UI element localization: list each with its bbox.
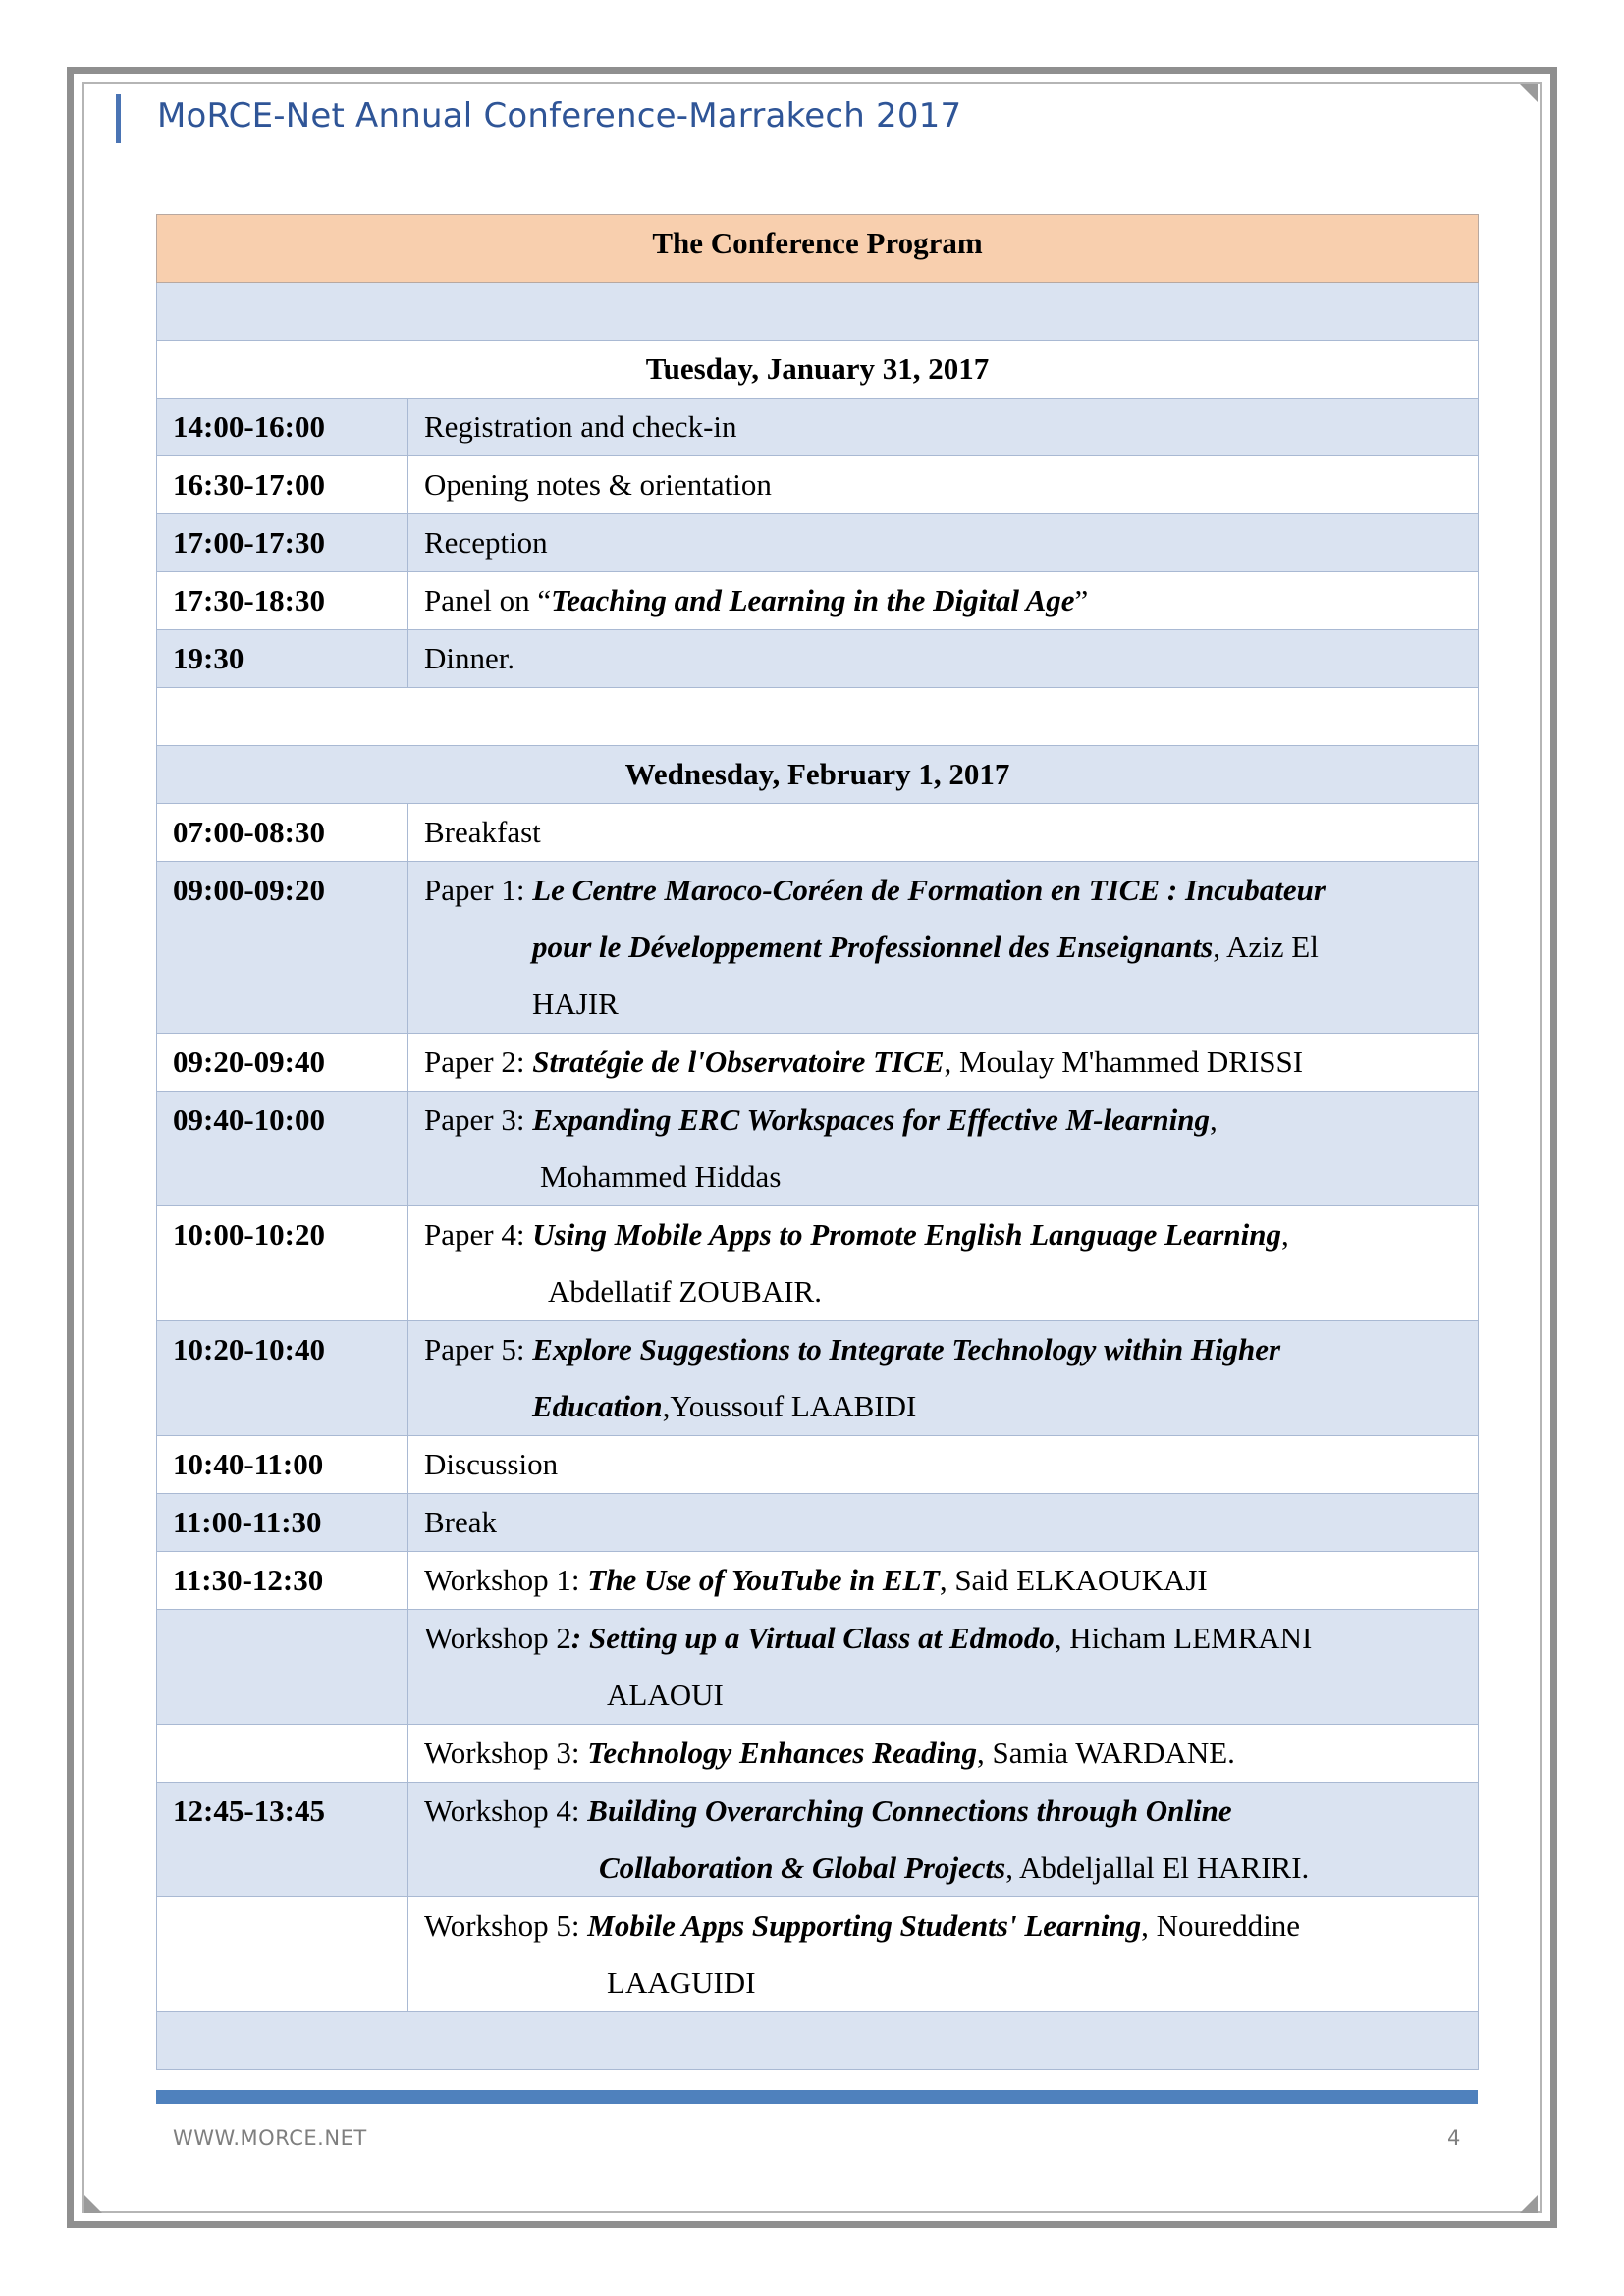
author: ,Youssouf LAABIDI <box>662 1389 917 1423</box>
desc-cell: Opening notes & orientation <box>408 456 1479 514</box>
desc-cell <box>408 1552 1479 1610</box>
table-row <box>157 630 1479 688</box>
program-title: The Conference Program <box>157 215 1479 283</box>
time-cell: 11:00-11:30 <box>157 1494 408 1552</box>
presenter: , Said ELKAOUKAJI <box>939 1563 1208 1597</box>
table-row <box>157 1552 1479 1610</box>
presenter: , Abdeljallal El HARIRI. <box>1005 1850 1310 1885</box>
desc-cell: Dinner. <box>408 630 1479 688</box>
desc-cell <box>408 1321 1479 1436</box>
paper-title: Explore Suggestions to Integrate Technology within Higher <box>532 1332 1281 1366</box>
table-row <box>157 1206 1479 1321</box>
presenter: , Samia WARDANE. <box>977 1735 1235 1770</box>
author: Mohammed Hiddas <box>540 1159 782 1194</box>
workshop-title: : Setting up a Virtual Class at Edmodo <box>570 1621 1055 1655</box>
frame-corner-top-right <box>1520 84 1538 102</box>
spacer-row <box>157 688 1479 746</box>
table-row <box>157 514 1479 572</box>
desc-prefix: Workshop 1: <box>424 1563 588 1597</box>
spacer-row <box>157 2012 1479 2070</box>
time-cell <box>157 1610 408 1725</box>
desc-prefix: Paper 4: <box>424 1217 533 1252</box>
table-row <box>157 1783 1479 1897</box>
time-cell: 09:20-09:40 <box>157 1034 408 1092</box>
frame-corner-bottom-left <box>84 2195 102 2213</box>
workshop-title: Mobile Apps Supporting Students' Learning <box>587 1908 1142 1943</box>
desc-cell: Registration and check-in <box>408 399 1479 456</box>
paper-title: Expanding ERC Workspaces for Effective M-learning <box>532 1102 1210 1137</box>
day-heading: Tuesday, January 31, 2017 <box>157 341 1479 399</box>
bottom-rule <box>156 2090 1478 2104</box>
time-cell: 19:30 <box>157 630 408 688</box>
time-cell: 14:00-16:00 <box>157 399 408 456</box>
time-cell: 16:30-17:00 <box>157 456 408 514</box>
day-heading: Wednesday, February 1, 2017 <box>157 746 1479 804</box>
table-row <box>157 399 1479 456</box>
desc-cell: Discussion <box>408 1436 1479 1494</box>
table-row <box>157 456 1479 514</box>
time-cell: 17:30-18:30 <box>157 572 408 630</box>
table-row <box>157 1494 1479 1552</box>
time-cell: 17:00-17:30 <box>157 514 408 572</box>
desc-cell: Break <box>408 1494 1479 1552</box>
desc-prefix: Paper 3: <box>424 1102 533 1137</box>
time-cell: 07:00-08:30 <box>157 804 408 862</box>
presenter: , Hicham LEMRANI <box>1054 1621 1313 1655</box>
desc-cell <box>408 572 1479 630</box>
time-cell: 12:45-13:45 <box>157 1783 408 1897</box>
desc-prefix: Panel on “ <box>424 583 552 617</box>
paper-title-continued: pour le Développement Professionnel des Enseignants <box>532 930 1214 964</box>
time-cell <box>157 1725 408 1783</box>
paper-title: Using Mobile Apps to Promote English Language Learning <box>532 1217 1281 1252</box>
presenter: , Noureddine <box>1141 1908 1301 1943</box>
presenter-continued: LAAGUIDI <box>607 1965 756 2000</box>
desc-prefix: Paper 2: <box>424 1044 533 1079</box>
desc-suffix: ” <box>1074 583 1089 617</box>
table-row <box>157 862 1479 1034</box>
table-row <box>157 1092 1479 1206</box>
spacer-row <box>157 283 1479 341</box>
author: , Moulay M'hammed DRISSI <box>944 1044 1304 1079</box>
table-row <box>157 572 1479 630</box>
paper-title: Le Centre Maroco-Coréen de Formation en TICE : Incubateur <box>532 873 1326 907</box>
time-cell: 10:40-11:00 <box>157 1436 408 1494</box>
desc-suffix: , <box>1210 1102 1218 1137</box>
footer-url: WWW.MORCE.NET <box>173 2126 367 2150</box>
desc-prefix: Paper 5: <box>424 1332 533 1366</box>
desc-prefix: Workshop 2 <box>424 1621 571 1655</box>
table-row <box>157 1897 1479 2012</box>
session-title: Teaching and Learning in the Digital Age <box>551 583 1075 617</box>
desc-cell: Reception <box>408 514 1479 572</box>
desc-prefix: Paper 1: <box>424 873 533 907</box>
table-row <box>157 1725 1479 1783</box>
table-row <box>157 804 1479 862</box>
time-cell: 09:40-10:00 <box>157 1092 408 1206</box>
workshop-title: Technology Enhances Reading <box>587 1735 978 1770</box>
time-cell: 10:00-10:20 <box>157 1206 408 1321</box>
desc-cell <box>408 862 1479 1034</box>
presenter-continued: ALAOUI <box>607 1678 724 1712</box>
workshop-title: The Use of YouTube in ELT <box>587 1563 940 1597</box>
table-row <box>157 1610 1479 1725</box>
time-cell: 10:20-10:40 <box>157 1321 408 1436</box>
time-cell: 09:00-09:20 <box>157 862 408 1034</box>
desc-cell <box>408 1034 1479 1092</box>
workshop-title-continued: Collaboration & Global Projects <box>599 1850 1006 1885</box>
time-cell: 11:30-12:30 <box>157 1552 408 1610</box>
time-cell <box>157 1897 408 2012</box>
table-row <box>157 1034 1479 1092</box>
page-number: 4 <box>1447 2126 1461 2150</box>
desc-cell <box>408 1610 1479 1725</box>
author: , Aziz El <box>1213 930 1319 964</box>
paper-title-continued: Education <box>532 1389 663 1423</box>
paper-title: Stratégie de l'Observatoire TICE <box>532 1044 945 1079</box>
desc-cell <box>408 1783 1479 1897</box>
table-row <box>157 1436 1479 1494</box>
author-continued: HAJIR <box>532 987 619 1021</box>
desc-prefix: Workshop 5: <box>424 1908 588 1943</box>
desc-cell <box>408 1897 1479 2012</box>
desc-suffix: , <box>1280 1217 1289 1252</box>
header-title: MoRCE-Net Annual Conference-Marrakech 2017 <box>157 96 962 135</box>
desc-cell: Breakfast <box>408 804 1479 862</box>
desc-cell <box>408 1206 1479 1321</box>
table-row <box>157 1321 1479 1436</box>
desc-prefix: Workshop 4: <box>424 1793 588 1828</box>
author: Abdellatif ZOUBAIR. <box>548 1274 822 1308</box>
frame-corner-bottom-right <box>1520 2195 1538 2213</box>
desc-cell <box>408 1092 1479 1206</box>
desc-cell <box>408 1725 1479 1783</box>
workshop-title: Building Overarching Connections through Online <box>587 1793 1232 1828</box>
desc-prefix: Workshop 3: <box>424 1735 588 1770</box>
program-table <box>156 214 1479 2070</box>
header-accent-bar <box>116 94 121 143</box>
